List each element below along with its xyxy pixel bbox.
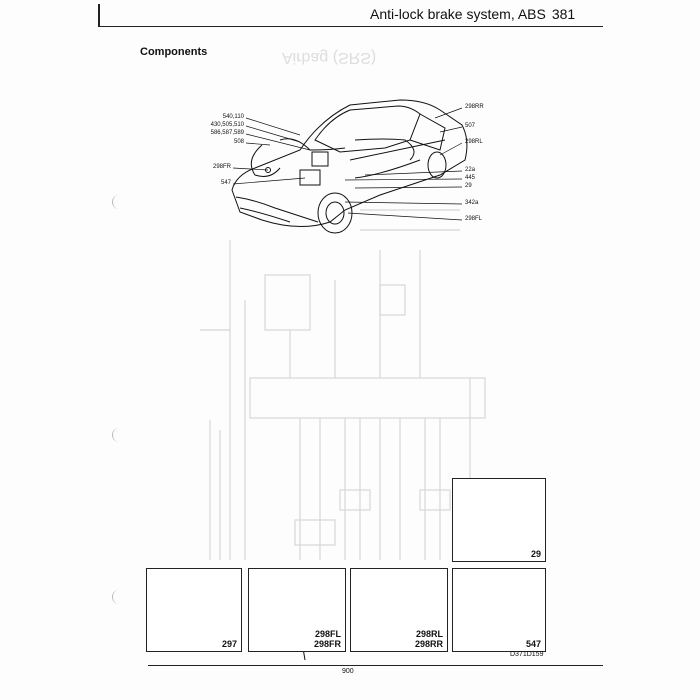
callout-label: 445	[465, 175, 476, 181]
callout-label: 540,110	[222, 114, 244, 120]
callout-label: 29	[465, 183, 472, 189]
callout-label: 430,505,510	[210, 122, 244, 128]
panel-label: 547	[525, 639, 541, 649]
panel-label-line: 298FR	[313, 639, 341, 649]
document-code: D371D159	[510, 651, 544, 658]
panel-label-line: 298RL	[415, 629, 443, 639]
header-page-ref: 381	[551, 6, 576, 22]
callout-label: 342a	[465, 200, 479, 206]
panel-label-line: 298FL	[314, 629, 341, 639]
header-title: Anti-lock brake system, ABS	[370, 6, 546, 22]
panel-label	[314, 629, 341, 649]
panel-relay-box	[452, 568, 546, 652]
panel-label	[415, 629, 443, 649]
callout-label: 586,587,589	[210, 130, 244, 136]
callout-label: 507	[465, 123, 476, 129]
callout-label: 298FL	[465, 216, 483, 222]
panel-label: 297	[221, 639, 237, 649]
callout-label: 508	[233, 139, 244, 145]
panel-front-wheel-sensor	[248, 568, 346, 652]
callout-label: 22a	[465, 167, 476, 173]
panel-hydraulic-unit	[146, 568, 242, 652]
panel-brake-light-switch	[452, 478, 546, 562]
callout-label: 298FR	[212, 164, 231, 170]
callout-label: 547	[220, 180, 231, 186]
callout-label: 298RL	[465, 139, 483, 145]
footer-rule	[148, 665, 603, 666]
section-title: Components	[140, 46, 208, 58]
callout-label: 298RR	[465, 104, 484, 110]
panel-rear-wheel-sensor	[350, 568, 448, 652]
right-leader-lines	[345, 108, 462, 220]
show-through-text: Airbag (SRS)	[282, 49, 377, 66]
page-number: 900	[342, 668, 354, 675]
panel-label-line: 298RR	[414, 639, 443, 649]
panel-label: 29	[530, 549, 541, 559]
background-wiring-diagram	[200, 210, 485, 560]
